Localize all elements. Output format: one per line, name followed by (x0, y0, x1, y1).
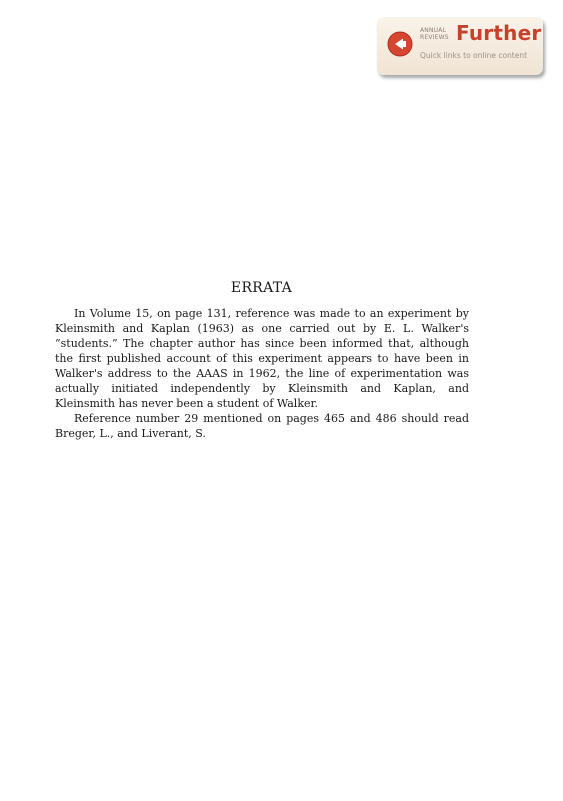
brand-line-reviews: REVIEWS (420, 33, 449, 41)
annual-reviews-brand (420, 28, 449, 41)
badge-subtitle: Quick links to online content (420, 51, 528, 60)
further-badge[interactable] (377, 17, 543, 75)
brand-line-annual: ANNUAL (420, 27, 447, 34)
left-arrow-circle-icon (387, 31, 413, 57)
errata-paragraph: Reference number 29 mentioned on pages 465 and 486 should read Breger, L., and Liverant, S. (55, 412, 469, 440)
errata-title: ERRATA (230, 280, 293, 296)
errata-paragraph: In Volume 15, on page 131, reference was made to an experiment by Kleinsmith and Kaplan (1963) as one carried out by E. L. Walker's “students.” The chapter author has since been informed that, although the first published account of this experiment appears to have been in Walker's address to the AAAS in 1962, the line of experimentation was actually initiated independently by Kleinsmith and Kaplan, and Kleinsmith has never been a student of Walker. (55, 307, 469, 410)
badge-title: Further (456, 21, 542, 45)
errata-body (55, 306, 469, 441)
